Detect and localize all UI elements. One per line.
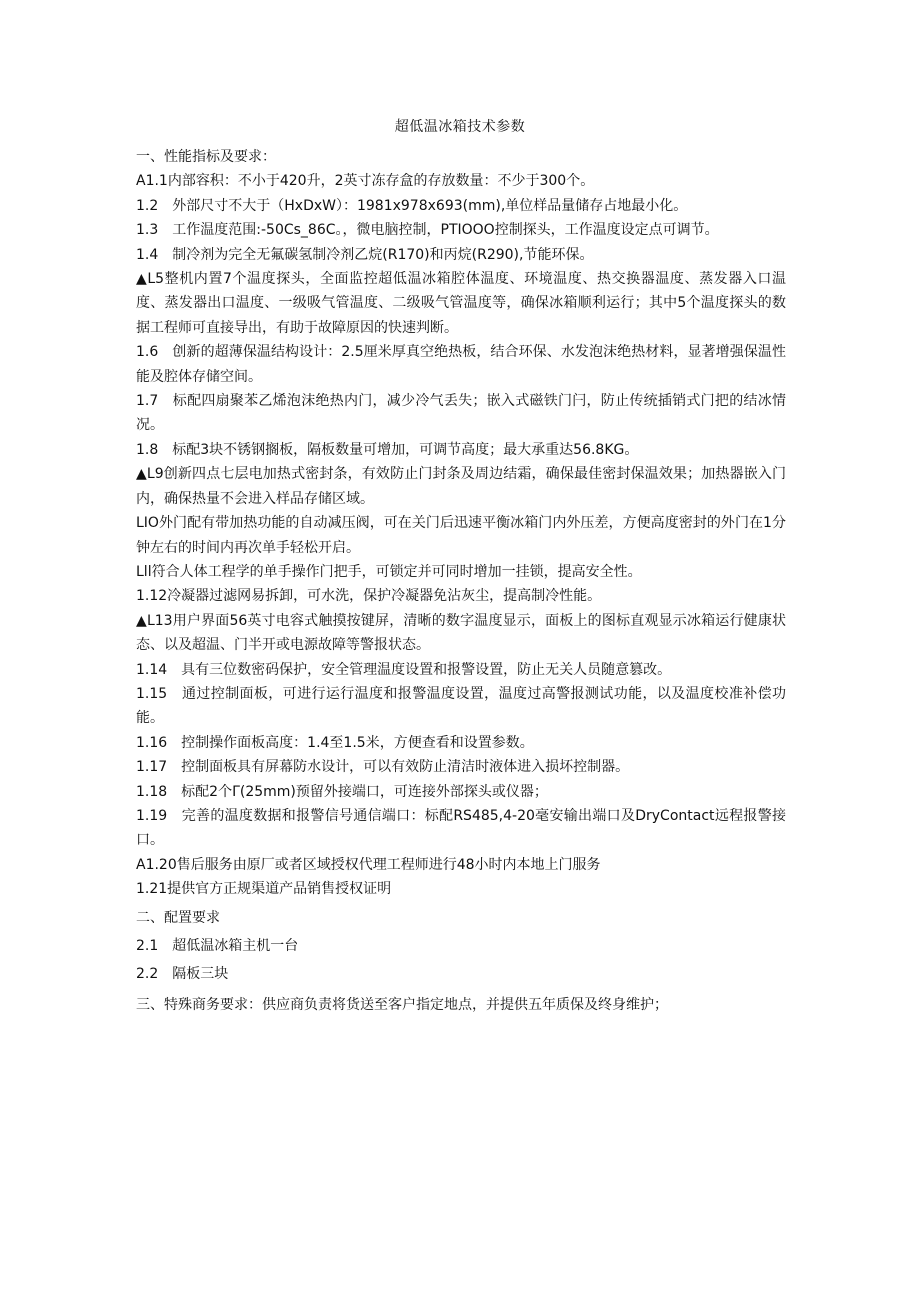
spec-item-1-3: 1.3 工作温度范围:-50Cs_86C。，微电脑控制，PTIOOO控制探头，工作温度设定点可调节。 [136,222,719,239]
spec-item-1-6: 1.6 创新的超薄保温结构设计：2.5厘米厚真空绝热板，结合环保、水发泡沫绝热材料，显著增强保温性能及腔体存储空间。 [136,344,786,385]
config-item-2-1: 2.1 超低温冰箱主机一台 [136,938,299,954]
section-heading-config: 二、配置要求 [136,909,220,926]
spec-item-1-14: 1.14 具有三位数密码保护，安全管理温度设置和报警设置，防止无关人员随意篡改。 [136,661,672,678]
document-title: 超低温冰箱技术参数 [394,119,526,135]
spec-item-1-19: 1.19 完善的温度数据和报警信号通信端口：标配RS485,4-20毫安输出端口及DryContact远程报警接口。 [136,807,786,849]
spec-item-1-21: 1.21提供官方正规渠道产品销售授权证明 [136,881,392,898]
spec-item-1-11: Lll符合人体工程学的单手操作门把手，可锁定并可同时增加一挂锁，提高安全性。 [136,563,642,580]
spec-item-1-16: 1.16 控制操作面板高度：1.4至1.5米，方便查看和设置参数。 [136,734,534,751]
spec-item-1-8: 1.8 标配3块不锈钢搁板，隔板数量可增加，可调节高度；最大承重达56.8KG。 [136,441,639,458]
spec-item-1-20: A1.20售后服务由原厂或者区域授权代理工程师进行48小时内本地上门服务 [136,856,601,873]
spec-item-1-10: LIO外门配有带加热功能的自动减压阀，可在关门后迅速平衡冰箱门内外压差，方便高度密封的外门在1分钟左右的时间内再次单手轻松开启。 [136,515,786,556]
spec-item-1-13: ▲L13用户界面56英寸电容式触摸按键屏，清晰的数字温度显示，面板上的图标直观显示冰箱运行健康状态、以及超温、门半开或电源故障等警报状态。 [136,612,786,654]
section-business-requirements: 三、特殊商务要求：供应商负责将货送至客户指定地点，并提供五年质保及终身维护； [136,996,668,1013]
spec-item-1-17: 1.17 控制面板具有屏幕防水设计，可以有效防止清洁时液体进入损坏控制器。 [136,759,630,776]
spec-item-1-5: ▲L5整机内置7个温度探头，全面监控超低温冰箱腔体温度、环境温度、热交换器温度、蒸发器入口温度、蒸发器出口温度、一级吸气管温度、二级吸气管温度等，确保冰箱顺利运行；其中5个温度探头的数据工程师可直接导出，有助于故障原因的快速判断。 [136,271,786,336]
spec-item-1-15: 1.15 通过控制面板，可进行运行温度和报警温度设置，温度过高警报测试功能，以及温度校准补偿功能。 [136,685,786,727]
spec-item-1-4: 1.4 制冷剂为完全无氟碳氢制冷剂乙烷(R170)和丙烷(R290),节能环保。 [136,246,594,263]
document-body [136,145,786,1017]
spec-item-1-9: ▲L9创新四点七层电加热式密封条，有效防止门封条及周边结霜，确保最佳密封保温效果；加热器嵌入门内，确保热量不会进入样品存储区域。 [136,466,786,507]
section-heading-performance: 一、性能指标及要求： [136,149,276,165]
spec-item-1-1: A1.1内部容积：不小于420升，2英寸冻存盒的存放数量：不少于300个。 [136,173,595,190]
spec-item-1-2: 1.2 外部尺寸不大于（HxDxW）：1981x978x693(mm),单位样品量储存占地最小化。 [136,197,688,214]
spec-item-1-12: 1.12冷凝器过滤网易拆卸，可水洗，保护冷凝器免沾灰尘，提高制冷性能。 [136,588,602,605]
spec-item-1-7: 1.7 标配四扇聚苯乙烯泡沫绝热内门，减少冷气丢失；嵌入式磁铁门闩，防止传统插销式门把的结冰情况。 [136,393,786,434]
spec-item-1-18: 1.18 标配2个Γ(25mm)预留外接端口，可连接外部探头或仪器； [136,783,548,800]
config-item-2-2: 2.2 隔板三块 [136,966,229,983]
